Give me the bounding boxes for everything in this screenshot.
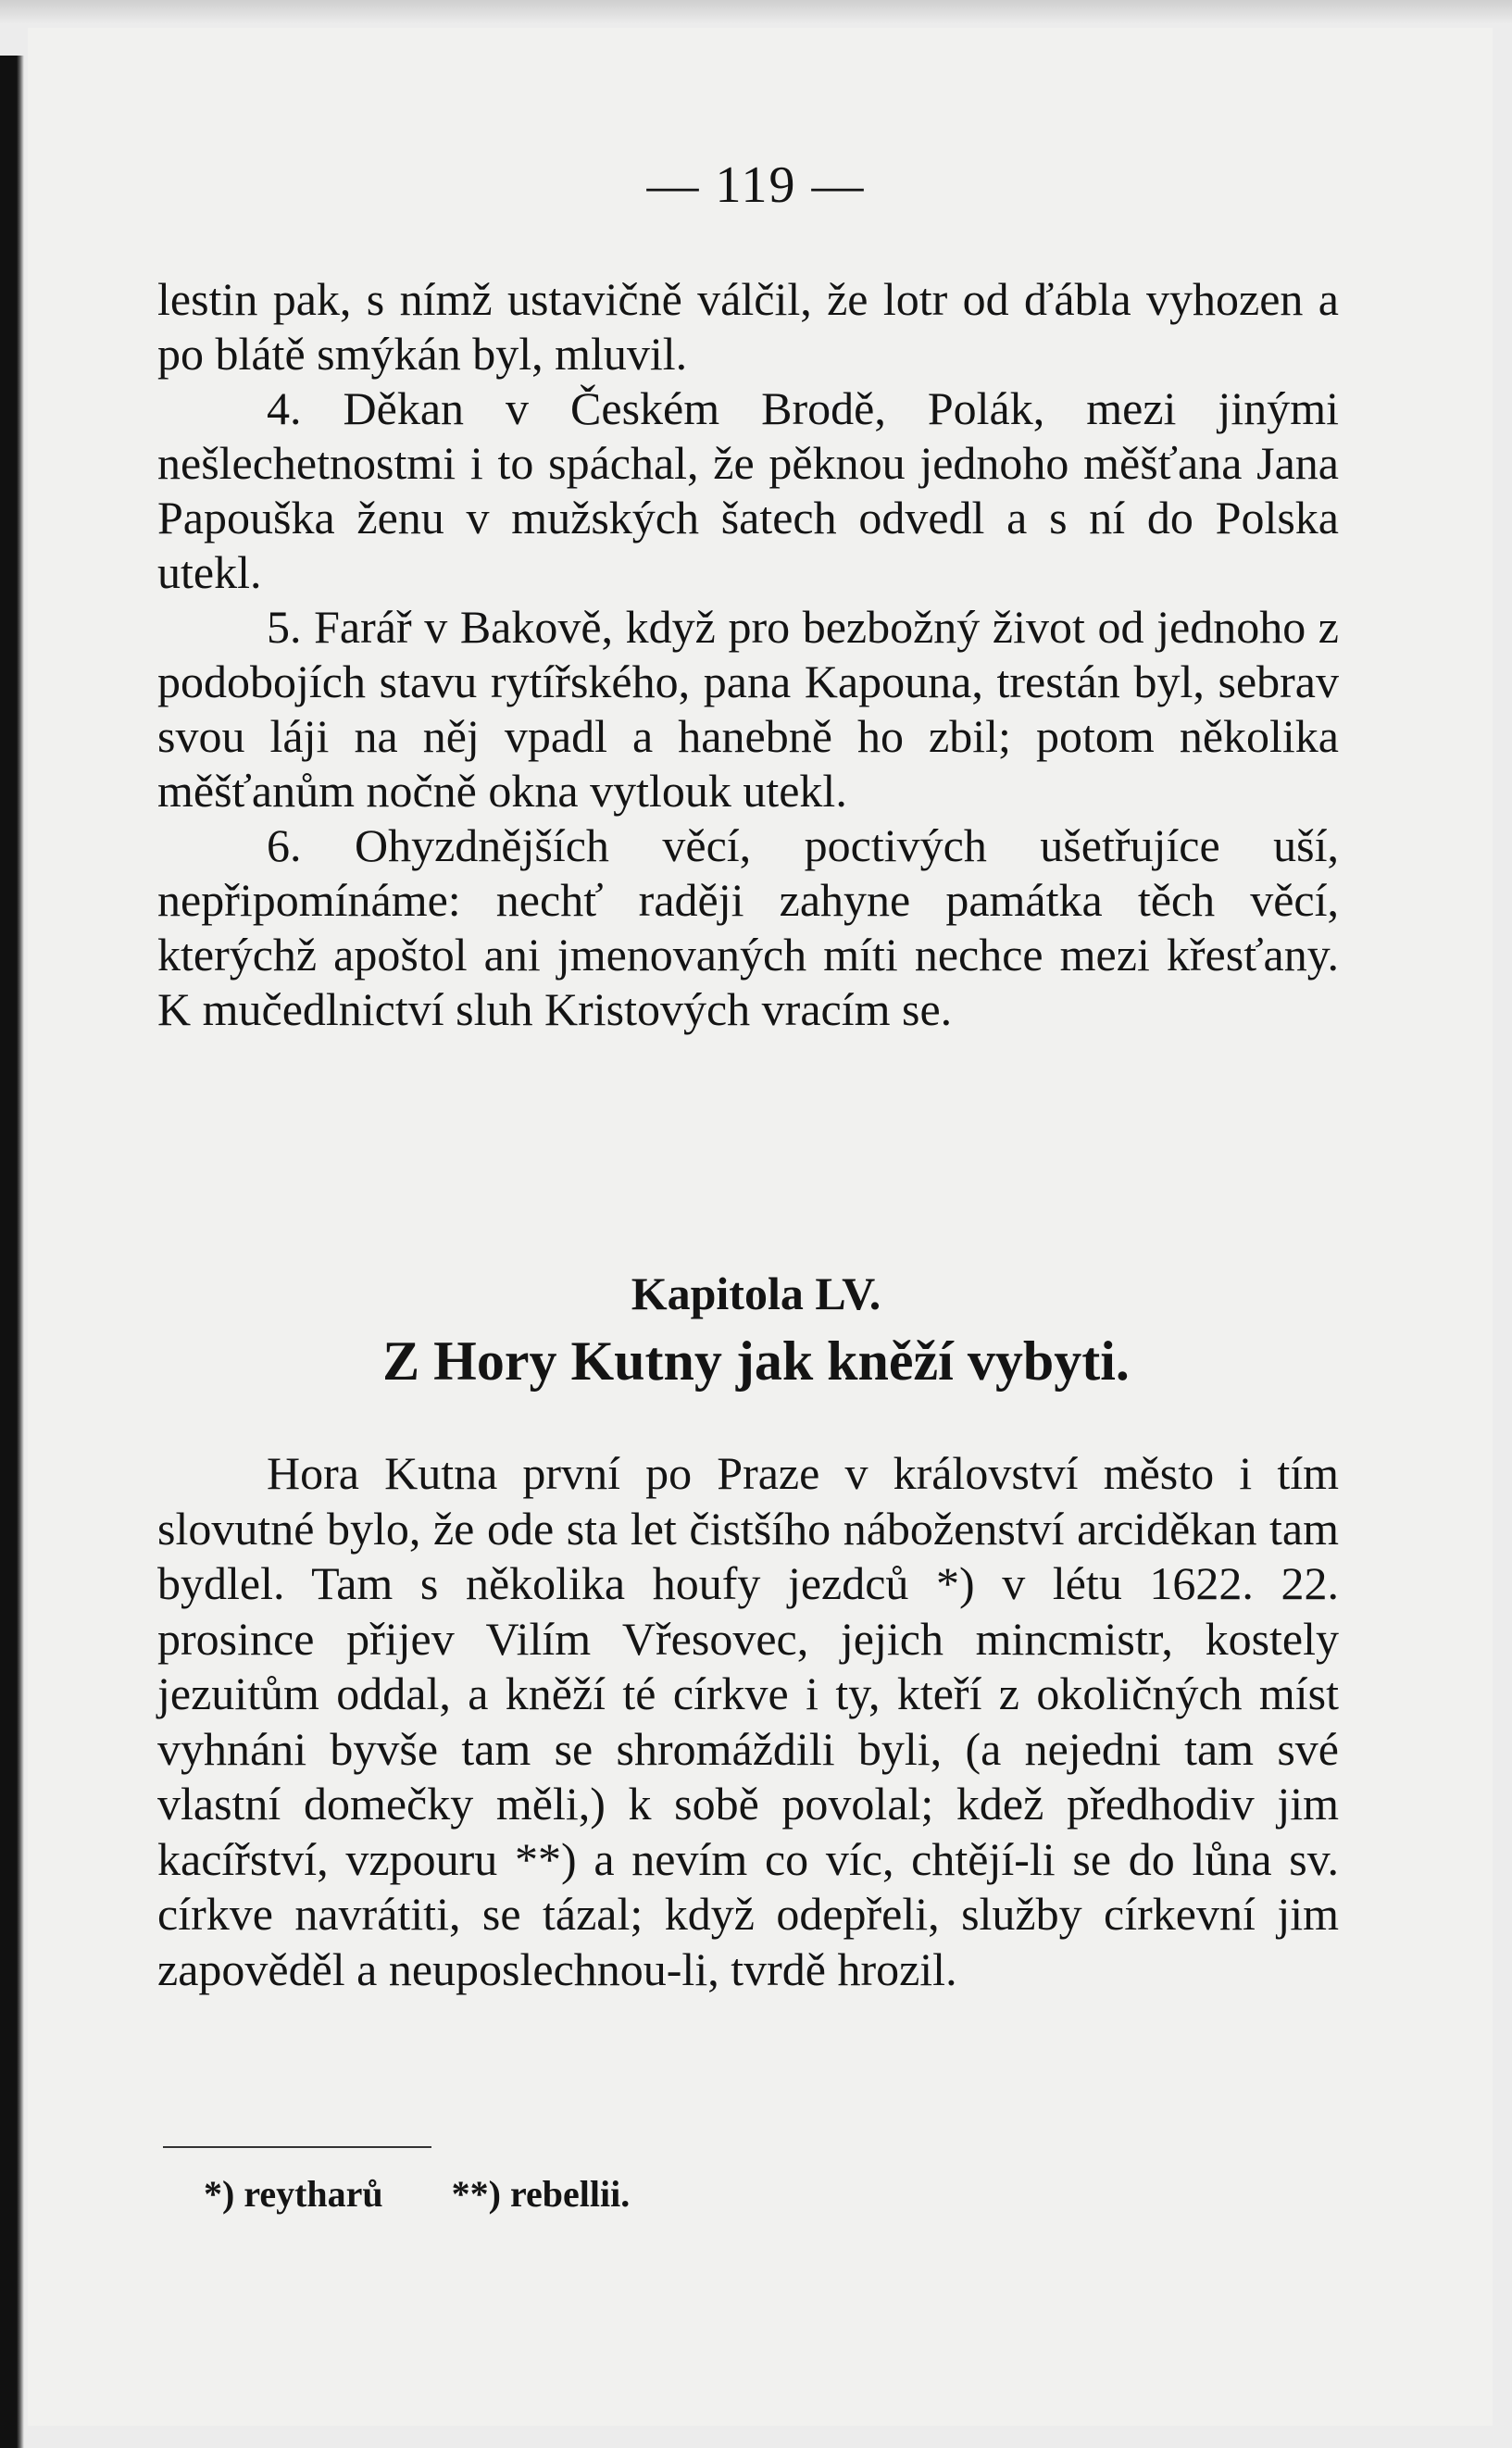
- chapter-label: Kapitola LV.: [631, 1268, 881, 1319]
- footnotes: [204, 2172, 689, 2216]
- footnote-divider: [163, 2146, 431, 2148]
- chapter-text: [157, 1446, 1339, 1997]
- chapter-paragraph: Hora Kutna první po Praze v království město i tím slovutné bylo, že ode sta let čistšího náboženství arciděkan tam bydlel. Tam s několika houfy jezdců *) v létu 1622. 22. prosince přijev Vilím Vřesovec, jejich mincmistr, kostely jezuitům oddal, a kněží té církve i ty, kteří z okoličných míst vyhnáni byvše tam se shromáždili byli, (a nejedni tam své vlastní domečky měli,) k sobě povolal; kdež předhodiv jim kacířství, vzpouru **) a nevím co víc, chtějí-li se do lůna sv. církve navrátiti, se tázal; když odepřeli, služby církevní jim zapověděl a neuposlechnou-li, tvrdě hrozil.: [157, 1447, 1339, 1995]
- footnote-1: *) reytharů: [204, 2173, 383, 2215]
- footnote-2: **) rebellii.: [451, 2173, 631, 2215]
- page-number: — 119 —: [646, 156, 866, 214]
- paragraph-6: 6. Ohyzdnějších věcí, poctivých ušetřujíce uší, nepřipomínáme: nechť raději zahyne památka těch věcí, kterýchž apoštol ani jmenovaných míti nechce mezi křesťany. K mučedlnictví sluh Kristových vracím se.: [157, 819, 1339, 1035]
- top-edge-shadow: [0, 0, 1512, 24]
- chapter-title: Z Hory Kutny jak kněží vybyti.: [382, 1330, 1130, 1392]
- paragraph-4: 4. Děkan v Českém Brodě, Polák, mezi jinými nešlechetnostmi i to spáchal, že pěknou jednoho měšťana Jana Papouška ženu v mužských šatech odvedl a s ní do Polska utekl.: [157, 382, 1339, 598]
- book-binding-edge: [0, 56, 24, 2448]
- paragraph-5: 5. Farář v Bakově, když pro bezbožný život od jednoho z podobojích stavu rytířského, pana Kapouna, trestán byl, sebrav svou láji na něj vpadl a hanebně ho zbil; potom několika měšťanům nočně okna vytlouk utekl.: [157, 601, 1339, 817]
- paragraph-continuation: lestin pak, s nímž ustavičně válčil, že lotr od ďábla vyhozen a po blátě smýkán byl, mluvil.: [157, 273, 1339, 380]
- body-text: [157, 272, 1339, 1037]
